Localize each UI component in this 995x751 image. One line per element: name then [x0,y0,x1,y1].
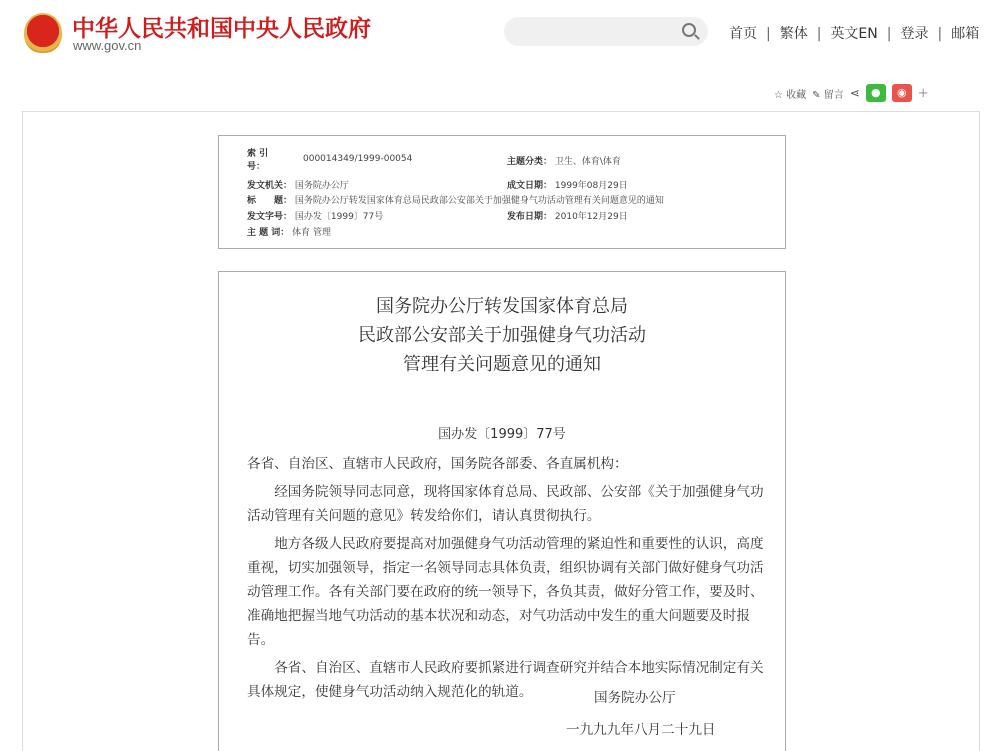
search-icon[interactable] [682,23,696,37]
top-nav [729,23,979,43]
publish-label: 发布日期： [507,212,553,222]
issuer-value: 国务院办公厅 [294,181,349,191]
site-url: www.gov.cn [73,38,142,53]
pencil-icon: ✎ [812,89,821,101]
divider: | [937,26,943,42]
site-title[interactable]: 中华人民共和国中央人民政府 [72,16,371,42]
favorite-button[interactable] [774,86,806,101]
nav-traditional[interactable]: 繁体 [779,26,808,42]
index-value: 000014349/1999-00054 [303,154,413,164]
title-label: 标 题： [247,196,293,206]
divider: | [886,26,892,42]
date-value: 1999年08月29日 [554,181,628,191]
favorite-label: 收藏 [786,89,807,101]
category-value: 卫生、体育\体育 [554,157,621,167]
nav-login[interactable]: 登录 [900,26,929,42]
weibo-icon[interactable]: ◉ [892,84,912,102]
article-body [247,452,772,708]
docno-label: 发文字号： [247,212,293,222]
more-share-button[interactable]: + [917,85,929,101]
national-emblem-logo[interactable] [24,13,62,53]
paragraph: 地方各级人民政府要提高对加强健身气功活动管理的紧迫性和重要性的认识，高度重视，切实加强领导，指定一名领导同志具体负责，组织协调有关部门做好健身气功活动管理工作。各有关部门要在政府的统一领导下，各负其责，做好分管工作，要及时、准确地把握当地气功活动的基本状况和动态，对气功活动中发生的重大问题要及时报告。 [247,536,764,648]
category-label: 主题分类： [507,157,553,167]
article-title [219,292,785,379]
document-number: 国办发〔1999〕77号 [438,427,566,442]
nav-home[interactable]: 首页 [729,26,757,42]
nav-mail[interactable]: 邮箱 [951,26,980,42]
divider: | [816,26,822,42]
title-value: 国务院办公厅转发国家体育总局民政部公安部关于加强健身气功活动管理有关问题意见的通知 [294,196,664,206]
comment-label: 留言 [823,89,844,101]
title-line: 民政部公安部关于加强健身气功活动 [358,325,646,346]
document-metadata [218,135,786,249]
wechat-icon[interactable]: ● [866,84,886,102]
paragraph: 经国务院领导同志同意，现将国家体育总局、民政部、公安部《关于加强健身气功活动管理有关问题的意见》转发给你们，请认真贯彻执行。 [247,484,764,524]
title-line: 国务院办公厅转发国家体育总局 [376,296,628,317]
comment-button[interactable] [812,86,844,101]
search-input[interactable] [504,17,708,46]
keywords-label: 主 题 词： [247,228,290,238]
title-line: 管理有关问题意见的通知 [403,354,601,375]
article [218,271,786,751]
share-bar [774,84,929,102]
star-icon: ☆ [774,89,783,101]
salutation: 各省、自治区、直辖市人民政府，国务院各部委、各直属机构： [247,456,628,472]
paragraph: 各省、自治区、直辖市人民政府要抓紧进行调查研究并结合本地实际情况制定有关具体规定，使健身气功活动纳入规范化的轨道。 [247,660,764,700]
signature: 国务院办公厅 [594,690,676,706]
docno-value: 国办发〔1999〕77号 [294,212,384,222]
publish-value: 2010年12月29日 [554,212,628,222]
issuer-label: 发文机关： [247,181,293,191]
divider: | [766,26,771,42]
keywords-value: 体育 管理 [292,228,332,238]
date-label: 成文日期： [507,181,553,191]
sign-date: 一九九九年八月二十九日 [566,722,716,738]
index-label: 索 引 号： [247,149,269,172]
site-header [0,0,995,70]
nav-english[interactable]: 英文EN [830,26,878,42]
share-icon[interactable]: ⋖ [849,86,860,100]
